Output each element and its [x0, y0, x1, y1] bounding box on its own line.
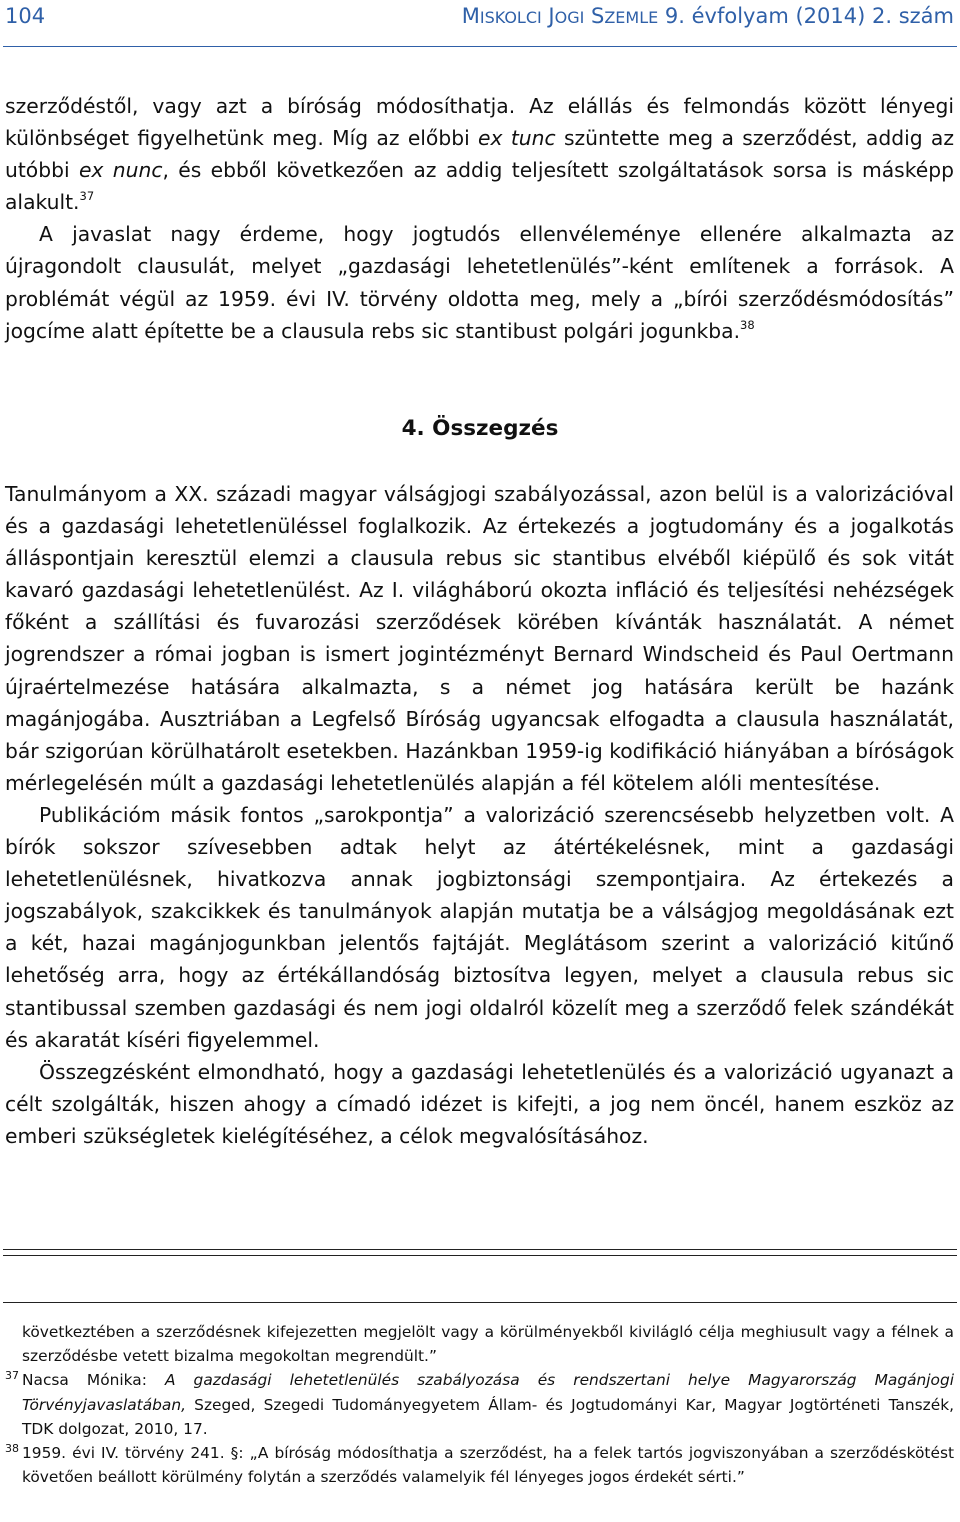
latin-term: ex nunc — [78, 158, 163, 183]
footnote-number: 37 — [5, 1369, 19, 1383]
paragraph-4: Publikációm másik fontos „sarokpontja” a valorizáció szerencsésebb helyzetben volt. A bírók sokszor szívesebben adtak helyt az átértékelésnek, mint a gazdasági lehetetlenülésnek, hivatkozva annak jogbiztonsági szempontjaira. Az értekezés a jogszabályok, szakcikkek és tanulmányok alapján mutatja be a válságjog megoldásának ezt a két, hazai magánjogunkban jelentős fajtáját. Meglátásom szerint a valorizáció kitűnő lehetőség arra, hogy az értékállandóság biztosítva legyen, melyet a clausula rebus sic stantibussal szemben gazdasági és nem jogi oldalról közelít meg a szerződő felek szándékát és akaratát kíséri figyelemmel. — [5, 802, 954, 1052]
page-end-rule — [3, 1249, 957, 1250]
running-header — [5, 2, 954, 42]
footnote-cited-title: A gazdasági lehetetlenülés szabályozása és rendszertani helye Magyarország Magánjogi Törvényjavaslatában, — [22, 1371, 955, 1414]
paragraph-3: Tanulmányom a XX. századi magyar válságjogi szabályozással, azon belül is a valorizációval és a gazdasági lehetetlenüléssel foglalkozik. Az értekezés a jogtudomány és a jogalkotás álláspontjain keresztül elemzi a clausula rebus sic stantibus elvéből kiépülő és sok vitát kavaró gazdasági lehetetlenülést. Az I. világháború okozta infláció és teljesítési nehézségek főként a szállítási és fuvarozási szerződések körében kívánták használatát. A német jogrendszer a római jogban is ismert jogintézményt Bernard Windscheid és Paul Oertmann újraértelmezése hatására alkalmazta, s a német jog hatására került be hazánk magánjogába. Ausztriában a Legfelső Bíróság ugyancsak elfogadta a clausula használatát, bár szigorúan körülhatárolt esetekben. Hazánkban 1959-ig kodifikáció hiányában a bíróságok mérlegelésén múlt a gazdasági lehetetlenülés alapján a fél kötelem alóli mentesítése. — [5, 482, 954, 795]
journal-title-part: OGI — [554, 8, 585, 27]
footnote-text: Nacsa Mónika: — [22, 1371, 165, 1390]
footnote-continuation: következtében a szerződésnek kifejezetten megjelölt vagy a körülményekből kivilágló célja meghiusult vagy a félnek a szerződésbe vetett bizalma megokoltan megrendült.” — [22, 1323, 954, 1366]
footnote-37 — [5, 1368, 954, 1441]
body-text-summary — [5, 478, 954, 1152]
page-end-rule — [3, 1255, 957, 1256]
journal-title-part: M — [461, 4, 480, 28]
footnote-ref-38[interactable]: 38 — [740, 317, 755, 332]
journal-title-part: J — [541, 4, 555, 28]
journal-title — [462, 4, 954, 28]
journal-title-part: 9. évfolyam (2014) 2. szám — [658, 4, 954, 28]
header-divider — [3, 46, 957, 47]
footnote-separator — [3, 1302, 957, 1303]
latin-term: ex tunc — [478, 126, 556, 151]
footnote-text: 1959. évi IV. törvény 241. §: „A bíróság módosíthatja a szerződést, ha a felek tartós jogviszonyában a szerződéskötést követően beállott körülmény folytán a szerződés valamelyik fél lényeges jogos érdekét sérti.” — [22, 1444, 954, 1487]
footnote-number: 38 — [5, 1442, 19, 1456]
paragraph-text: A javaslat nagy érdeme, hogy jogtudós ellenvéleménye ellenére alkalmazta az újragondolt clausulát, melyet „gazdasági lehetetlenülés”-ként említenek a források. A problémát végül az 1959. évi IV. törvény oldotta meg, mely a „bírói szerződésmódosítás” jogcíme alatt építette be a clausula rebs sic stantibust polgári jogunkba. — [5, 222, 954, 343]
body-text-top — [5, 90, 954, 347]
journal-title-part: ZEMLE — [604, 8, 659, 27]
footnote-ref-37[interactable]: 37 — [79, 189, 95, 204]
paragraph-text: szerződéstől, vagy azt a bíróság módosíthatja. Az elállás és felmondás között lényegi különbséget figyelhetünk meg. Míg az előbbi — [5, 94, 954, 151]
paragraph-2 — [5, 218, 954, 346]
journal-title-part: ISKOLCI — [479, 8, 542, 27]
section-heading: 4. Összegzés — [401, 416, 559, 441]
paragraph-5: Összegzésként elmondható, hogy a gazdasági lehetetlenülés és a valorizáció ugyanazt a célt szolgálták, hiszen ahogy a címadó idézet is kifejti, a jog nem öncél, hanem eszköz az emberi szükségletek kielégítéséhez, a célok megvalósításához. — [5, 1059, 954, 1148]
paragraph-1 — [5, 90, 954, 218]
paragraph-text: , és ebből következően az addig teljesített szolgáltatások sorsa is másképp alakult. — [5, 158, 954, 215]
page-number: 104 — [5, 4, 46, 28]
footnote-text: Szeged, Szegedi Tudományegyetem Állam- és Jogtudományi Kar, Magyar Jogtörténeti Tanszék, TDK dolgozat, 2010, 17. — [22, 1395, 954, 1438]
footnotes — [5, 1320, 954, 1489]
paragraph-text: szüntette meg a szerződést, addig az utóbbi — [5, 126, 954, 183]
footnote-38 — [5, 1441, 954, 1489]
journal-title-part: S — [584, 4, 605, 28]
